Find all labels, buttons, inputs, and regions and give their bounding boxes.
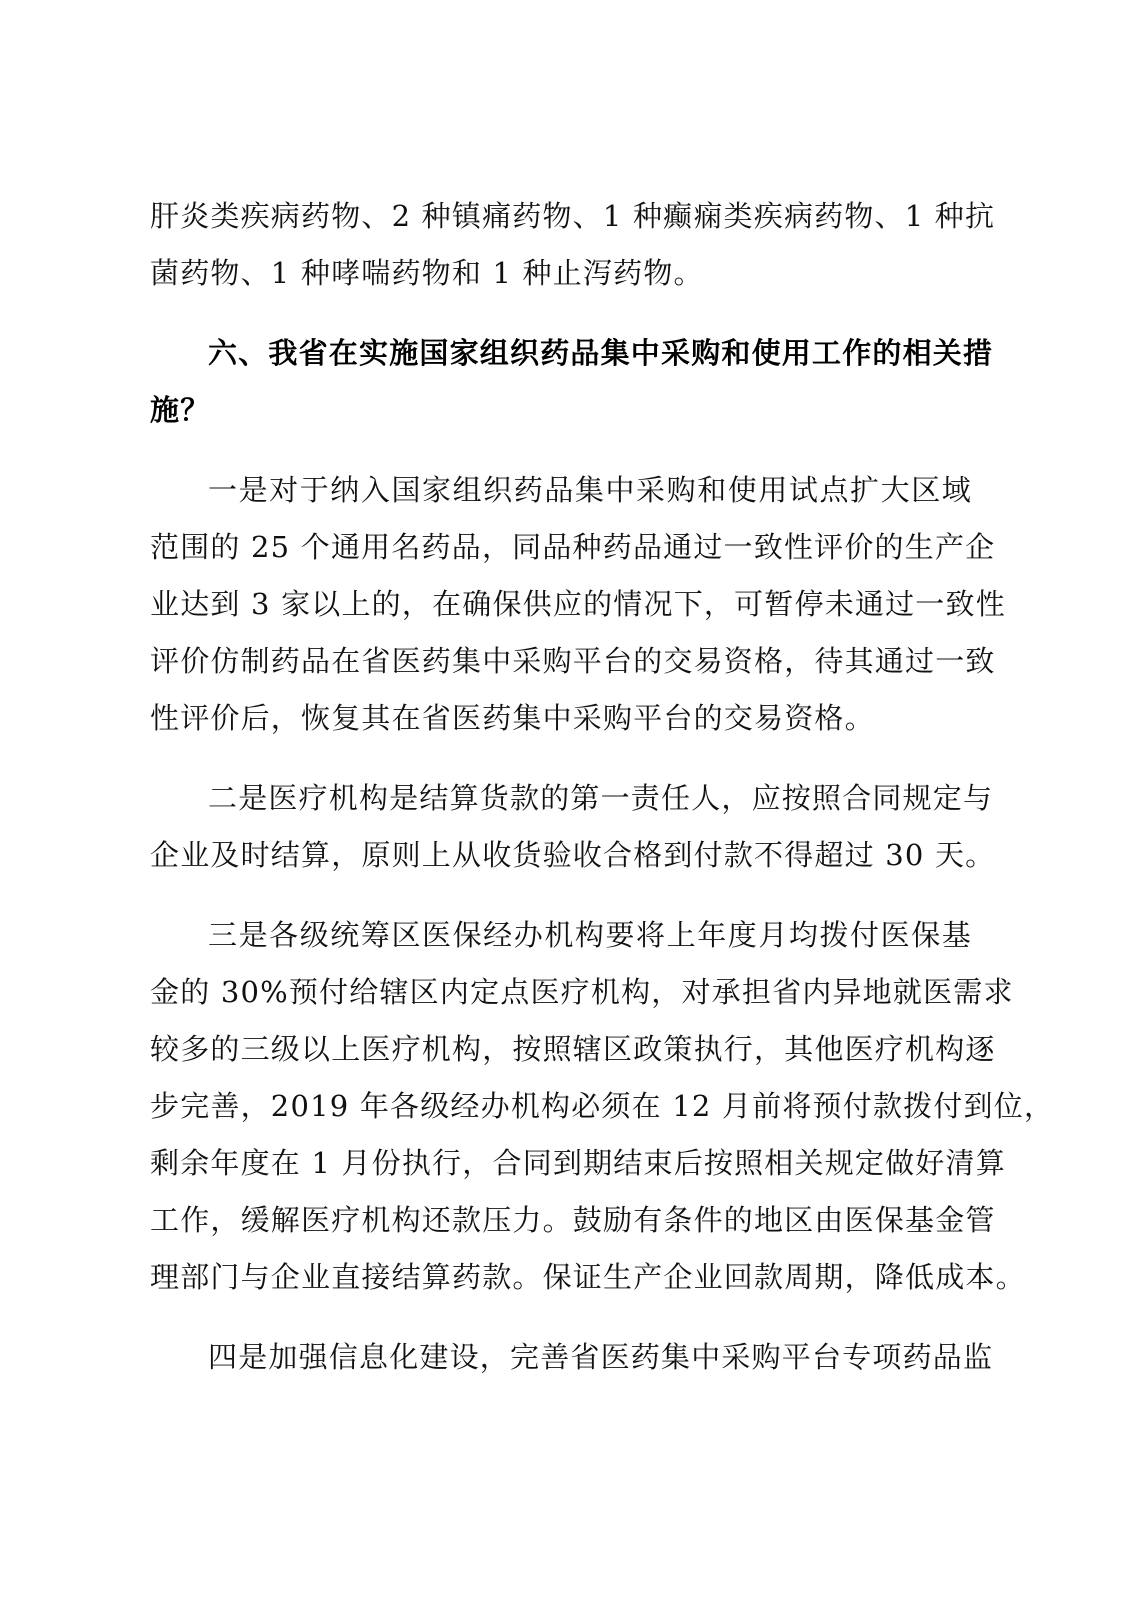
text-line: 肝炎类疾病药物、2 种镇痛药物、1 种癫痫类疾病药物、1 种抗	[150, 199, 996, 233]
paragraph-line: 评价仿制药品在省医药集中采购平台的交易资格，待其通过一致	[150, 644, 996, 678]
paragraph-line: 一是对于纳入国家组织药品集中采购和使用试点扩大区域	[208, 473, 972, 507]
section-heading-continued: 施？	[150, 393, 211, 427]
paragraph-line: 三是各级统筹区医保经办机构要将上年度月均拨付医保基	[208, 918, 972, 952]
paragraph-line: 性评价后，恢复其在省医药集中采购平台的交易资格。	[150, 701, 875, 735]
paragraph-line: 剩余年度在 1 月份执行，合同到期结束后按照相关规定做好清算	[150, 1146, 1006, 1180]
paragraph-line: 业达到 3 家以上的，在确保供应的情况下，可暂停未通过一致性	[150, 587, 1006, 621]
section-heading: 六、我省在实施国家组织药品集中采购和使用工作的相关措	[208, 336, 994, 370]
paragraph-line: 步完善，2019 年各级经办机构必须在 12 月前将预付款拨付到位，	[150, 1089, 1055, 1123]
paragraph-line: 理部门与企业直接结算药款。保证生产企业回款周期，降低成本。	[150, 1260, 1026, 1294]
text-line: 菌药物、1 种哮喘药物和 1 种止泻药物。	[150, 256, 704, 290]
paragraph-line: 企业及时结算，原则上从收货验收合格到付款不得超过 30 天。	[150, 838, 996, 872]
paragraph-line: 金的 30%预付给辖区内定点医疗机构，对承担省内异地就医需求	[150, 975, 1014, 1009]
paragraph-line: 工作，缓解医疗机构还款压力。鼓励有条件的地区由医保基金管	[150, 1203, 996, 1237]
paragraph-line: 四是加强信息化建设，完善省医药集中采购平台专项药品监	[208, 1340, 994, 1374]
paragraph-line: 较多的三级以上医疗机构，按照辖区政策执行，其他医疗机构逐	[150, 1032, 996, 1066]
paragraph-line: 范围的 25 个通用名药品，同品种药品通过一致性评价的生产企	[150, 530, 996, 564]
paragraph-line: 二是医疗机构是结算货款的第一责任人，应按照合同规定与	[208, 781, 994, 815]
